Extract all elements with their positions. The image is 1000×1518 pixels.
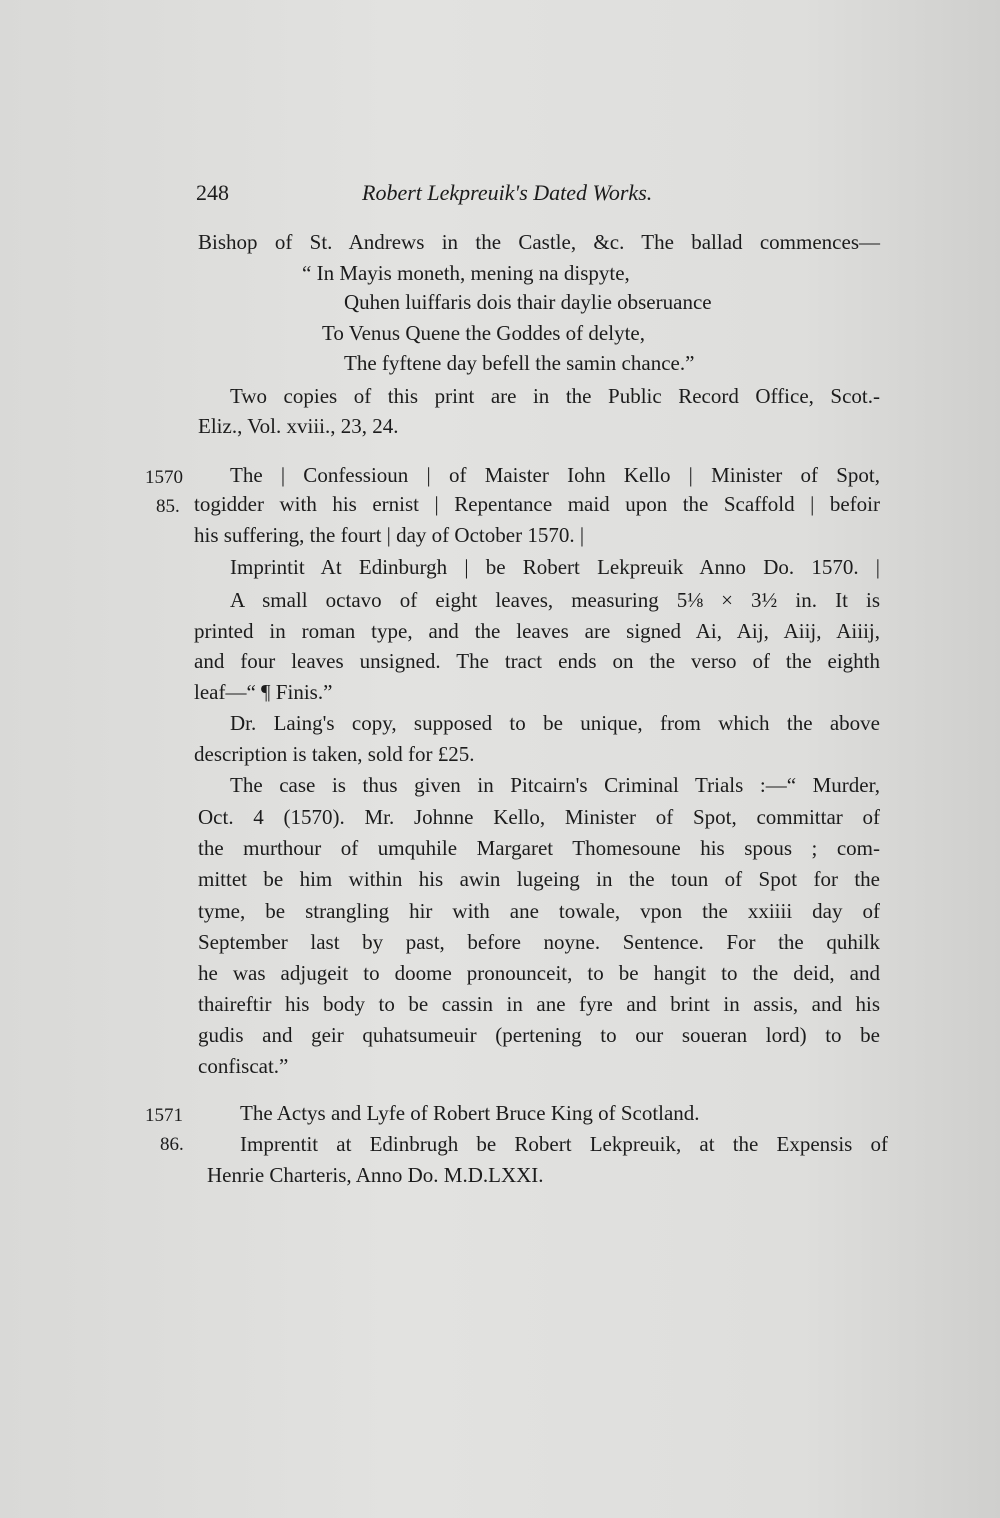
- margin-year: 1570: [145, 467, 183, 488]
- imprint-line: Henrie Charteris, Anno Do. M.D.LXXI.: [207, 1163, 544, 1187]
- body-line: Bishop of St. Andrews in the Castle, &c. The ballad commences—: [198, 230, 880, 254]
- margin-entry-number: 86.: [160, 1134, 184, 1155]
- entry-title-line: togidder with his ernist | Repentance maid upon the Scaffold | befoir: [194, 492, 880, 516]
- margin-entry-number: 85.: [156, 496, 180, 517]
- verse-line: Quhen luiffaris dois thair daylie obseruance: [344, 290, 712, 314]
- body-line: Two copies of this print are in the Public Record Office, Scot.-: [230, 384, 880, 408]
- trial-line: he was adjugeit to doome pronounceit, to be hangit to the deid, and: [198, 961, 880, 985]
- trial-line: Oct. 4 (1570). Mr. Johnne Kello, Minister of Spot, committar of: [198, 805, 880, 829]
- description-line: leaf—“ ¶ Finis.”: [194, 680, 333, 704]
- provenance-line: Dr. Laing's copy, supposed to be unique, from which the above: [230, 711, 880, 735]
- description-line: A small octavo of eight leaves, measuring 5⅛ × 3½ in. It is: [230, 588, 880, 612]
- entry-title-line: his suffering, the fourt | day of October 1570. |: [194, 523, 585, 547]
- imprint-line: Imprintit At Edinburgh | be Robert Lekpreuik Anno Do. 1570. |: [230, 555, 880, 579]
- margin-year: 1571: [145, 1105, 183, 1126]
- entry-title-line: The | Confessioun | of Maister Iohn Kello | Minister of Spot,: [230, 463, 880, 487]
- trial-line: gudis and geir quhatsumeuir (pertening to our soueran lord) to be: [198, 1023, 880, 1047]
- trial-line: the murthour of umquhile Margaret Thomesoune his spous ; com-: [198, 836, 880, 860]
- trial-line: September last by past, before noyne. Sentence. For the quhilk: [198, 930, 880, 954]
- trial-line: The case is thus given in Pitcairn's Criminal Trials :—“ Murder,: [230, 773, 880, 797]
- imprint-line: Imprentit at Edinbrugh be Robert Lekpreuik, at the Expensis of: [240, 1132, 888, 1156]
- trial-line: confiscat.”: [198, 1054, 289, 1078]
- description-line: printed in roman type, and the leaves are signed Ai, Aij, Aiij, Aiiij,: [194, 619, 880, 643]
- entry-title-line: The Actys and Lyfe of Robert Bruce King of Scotland.: [240, 1101, 700, 1125]
- description-line: and four leaves unsigned. The tract ends on the verso of the eighth: [194, 649, 880, 673]
- page-number: 248: [196, 180, 229, 205]
- trial-line: tyme, be strangling hir with ane towale, vpon the xxiiii day of: [198, 899, 880, 923]
- trial-line: thaireftir his body to be cassin in ane fyre and brint in assis, and his: [198, 992, 880, 1016]
- body-line: Eliz., Vol. xviii., 23, 24.: [198, 414, 399, 438]
- verse-line: “ In Mayis moneth, mening na dispyte,: [302, 261, 630, 285]
- verse-line: The fyftene day befell the samin chance.”: [344, 351, 695, 375]
- running-title: Robert Lekpreuik's Dated Works.: [362, 180, 653, 205]
- provenance-line: description is taken, sold for £25.: [194, 742, 475, 766]
- verse-line: To Venus Quene the Goddes of delyte,: [322, 321, 645, 345]
- trial-line: mittet be him within his awin lugeing in the toun of Spot for the: [198, 867, 880, 891]
